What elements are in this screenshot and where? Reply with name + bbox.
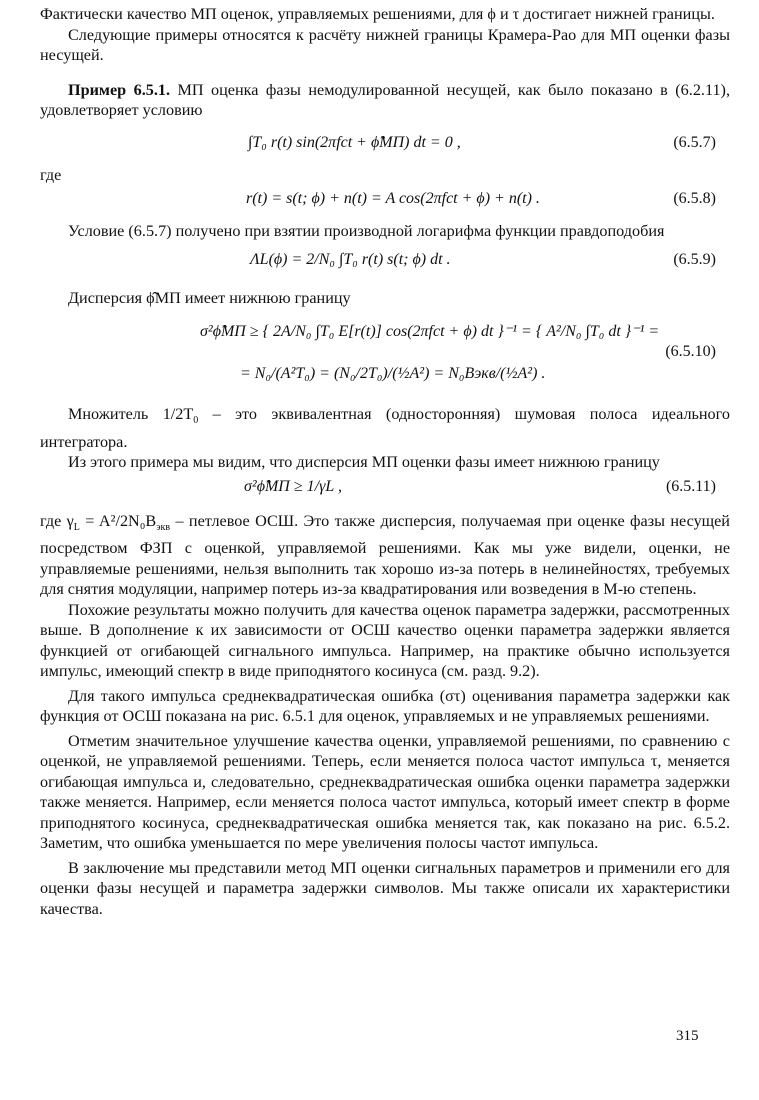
paragraph-dispersion: Дисперсия ϕ̂МП имеет нижнюю границу (68, 288, 351, 307)
paragraph-multiplier: Множитель $1/2T_0$ – это эквивалентная (односторонняя) шумовая полоса идеального интегратора. (40, 405, 730, 451)
equation-number: (6.5.11) (665, 477, 716, 495)
paragraph-condition: Условие (6.5.7) получено при взятии производной логарифма функции правдоподобия (68, 222, 665, 240)
equation-body: σ²ϕ̂МП ≥ 1/γL , (244, 477, 342, 495)
multiplier-text-a: Множитель 1/2T (68, 405, 194, 423)
example-label: Пример 6.5.1. (68, 80, 171, 99)
paragraph-loop-snr: где $\gamma_L = A^2/2N_0B_{экв}$ – петлевое ОСШ. Это также дисперсия, получаемая при оценке фазы несущей посредством ФЗП с оценкой, управляемой решениями. Как мы уже видели, оценки, не управляемые решениями, нельзя выполнить так хорошо из-за потерь в нелинейностях, требуемых для снятия модуляции, например потерь из-за квадратирования или возведения в M-ю степень. (40, 511, 730, 598)
equation-6-5-7 (40, 121, 730, 165)
equation-number: (6.5.7) (673, 133, 716, 151)
paragraph-similar-results: Похожие результаты можно получить для качества оценок параметра задержки, рассмотренных выше. В дополнение к их зависимости от ОСШ качество оценки параметра задержки является функцией от огибающей сигнального импульса. Например, на практике обычно используется импульс, имеющий спектр в виде приподнятого косинуса (см. разд. 9.2). (40, 600, 730, 680)
paragraph-example-conclusion: Из этого примера мы видим, что дисперсия МП оценки фазы имеет нижнюю границу (68, 453, 660, 471)
loop-snr-b: = A²/2N₀B (79, 511, 157, 530)
paragraph-examples-intro: Следующие примеры относятся к расчёту нижней границы Крамера-Рао для МП оценки фазы несущей. (40, 25, 730, 64)
equation-number: (6.5.9) (673, 250, 716, 268)
paragraph-conclusion: В заключение мы представили метод МП оценки сигнальных параметров и применили его для оценки фазы несущей и параметра задержки символов. Мы также описали их характеристики качества. (40, 858, 730, 918)
equation-6-5-8 (40, 185, 730, 221)
equation-body: ∫T₀ r(t) sin(2πfct + ϕ̂МП) dt = 0 , (248, 133, 461, 151)
page-number: 315 (676, 1028, 699, 1044)
equation-line-1: σ²ϕ̂МП ≥ { 2A/N₀ ∫T₀ E[r(t)] cos(2πfct + ϕ) dt }⁻¹ = { A²/N₀ ∫T₀ dt }⁻¹ = (200, 323, 660, 340)
paragraph-note: Отметим значительное улучшение качества оценки, управляемой решениями, по сравнению с оценкой, не управляемой решениями. Теперь, если меняется полоса частот импульса τ, меняется огибающая импульса и, следовательно, среднеквадратическая ошибка оценки параметра задержки также меняется. Например, если меняется полоса частот импульса, который имеет спектр в форме приподнятого косинуса, среднеквадратическая ошибка меняется так, как показано на рис. 6.5.2. Заметим, что ошибка уменьшается по мере увеличения полосы частот импульса. (40, 731, 730, 852)
loop-snr-a: где γ (40, 511, 74, 530)
equation-line-2: = N₀/(A²T₀) = (N₀/2T₀)/(½A²) = N₀Bэкв/(½A²) . (240, 365, 546, 382)
equation-body: r(t) = s(t; ϕ) + n(t) = A cos(2πfct + ϕ) + n(t) . (246, 190, 540, 207)
loop-snr-c: – петлевое ОСШ. Это также дисперсия, получаемая при оценке фазы несущей посредством ФЗП с оценкой, управляемой решениями. Как мы уже видели, оценки, не управляемые решениями, нельзя выполнить так хорошо из-за потерь в нелинейностях, требуемых для снятия модуляции, например потерь из-за квадратирования или возведения в M-ю степень. (40, 511, 730, 598)
equation-6-5-10 (40, 308, 730, 404)
equation-body: ΛL(ϕ) = 2/N₀ ∫T₀ r(t) s(t; ϕ) dt . (250, 250, 451, 268)
example-paragraph (40, 80, 730, 121)
equation-6-5-9 (40, 242, 730, 282)
multiplier-text-b: – это эквивалентная (односторонняя) шумовая полоса идеального интегратора. (40, 405, 730, 451)
paragraph-such-pulse: Для такого импульса среднеквадратическая ошибка (στ) оценивания параметра задержки как функция от ОСШ показана на рис. 6.5.1 для оценок, управляемых и не управляемых решениями. (40, 686, 730, 725)
paragraph-intro: Фактически качество МП оценок, управляемых решениями, для ϕ и τ достигает нижней границы. (40, 5, 715, 23)
example-text: МП оценка фазы немодулированной несущей, как было показано в (6.2.11), удовлетворяет условию (40, 80, 730, 119)
page-content (40, 4, 730, 919)
equation-number: (6.5.8) (673, 190, 716, 207)
equation-number: (6.5.10) (665, 343, 716, 360)
where-label: где (40, 165, 62, 184)
equation-6-5-11 (40, 473, 730, 511)
